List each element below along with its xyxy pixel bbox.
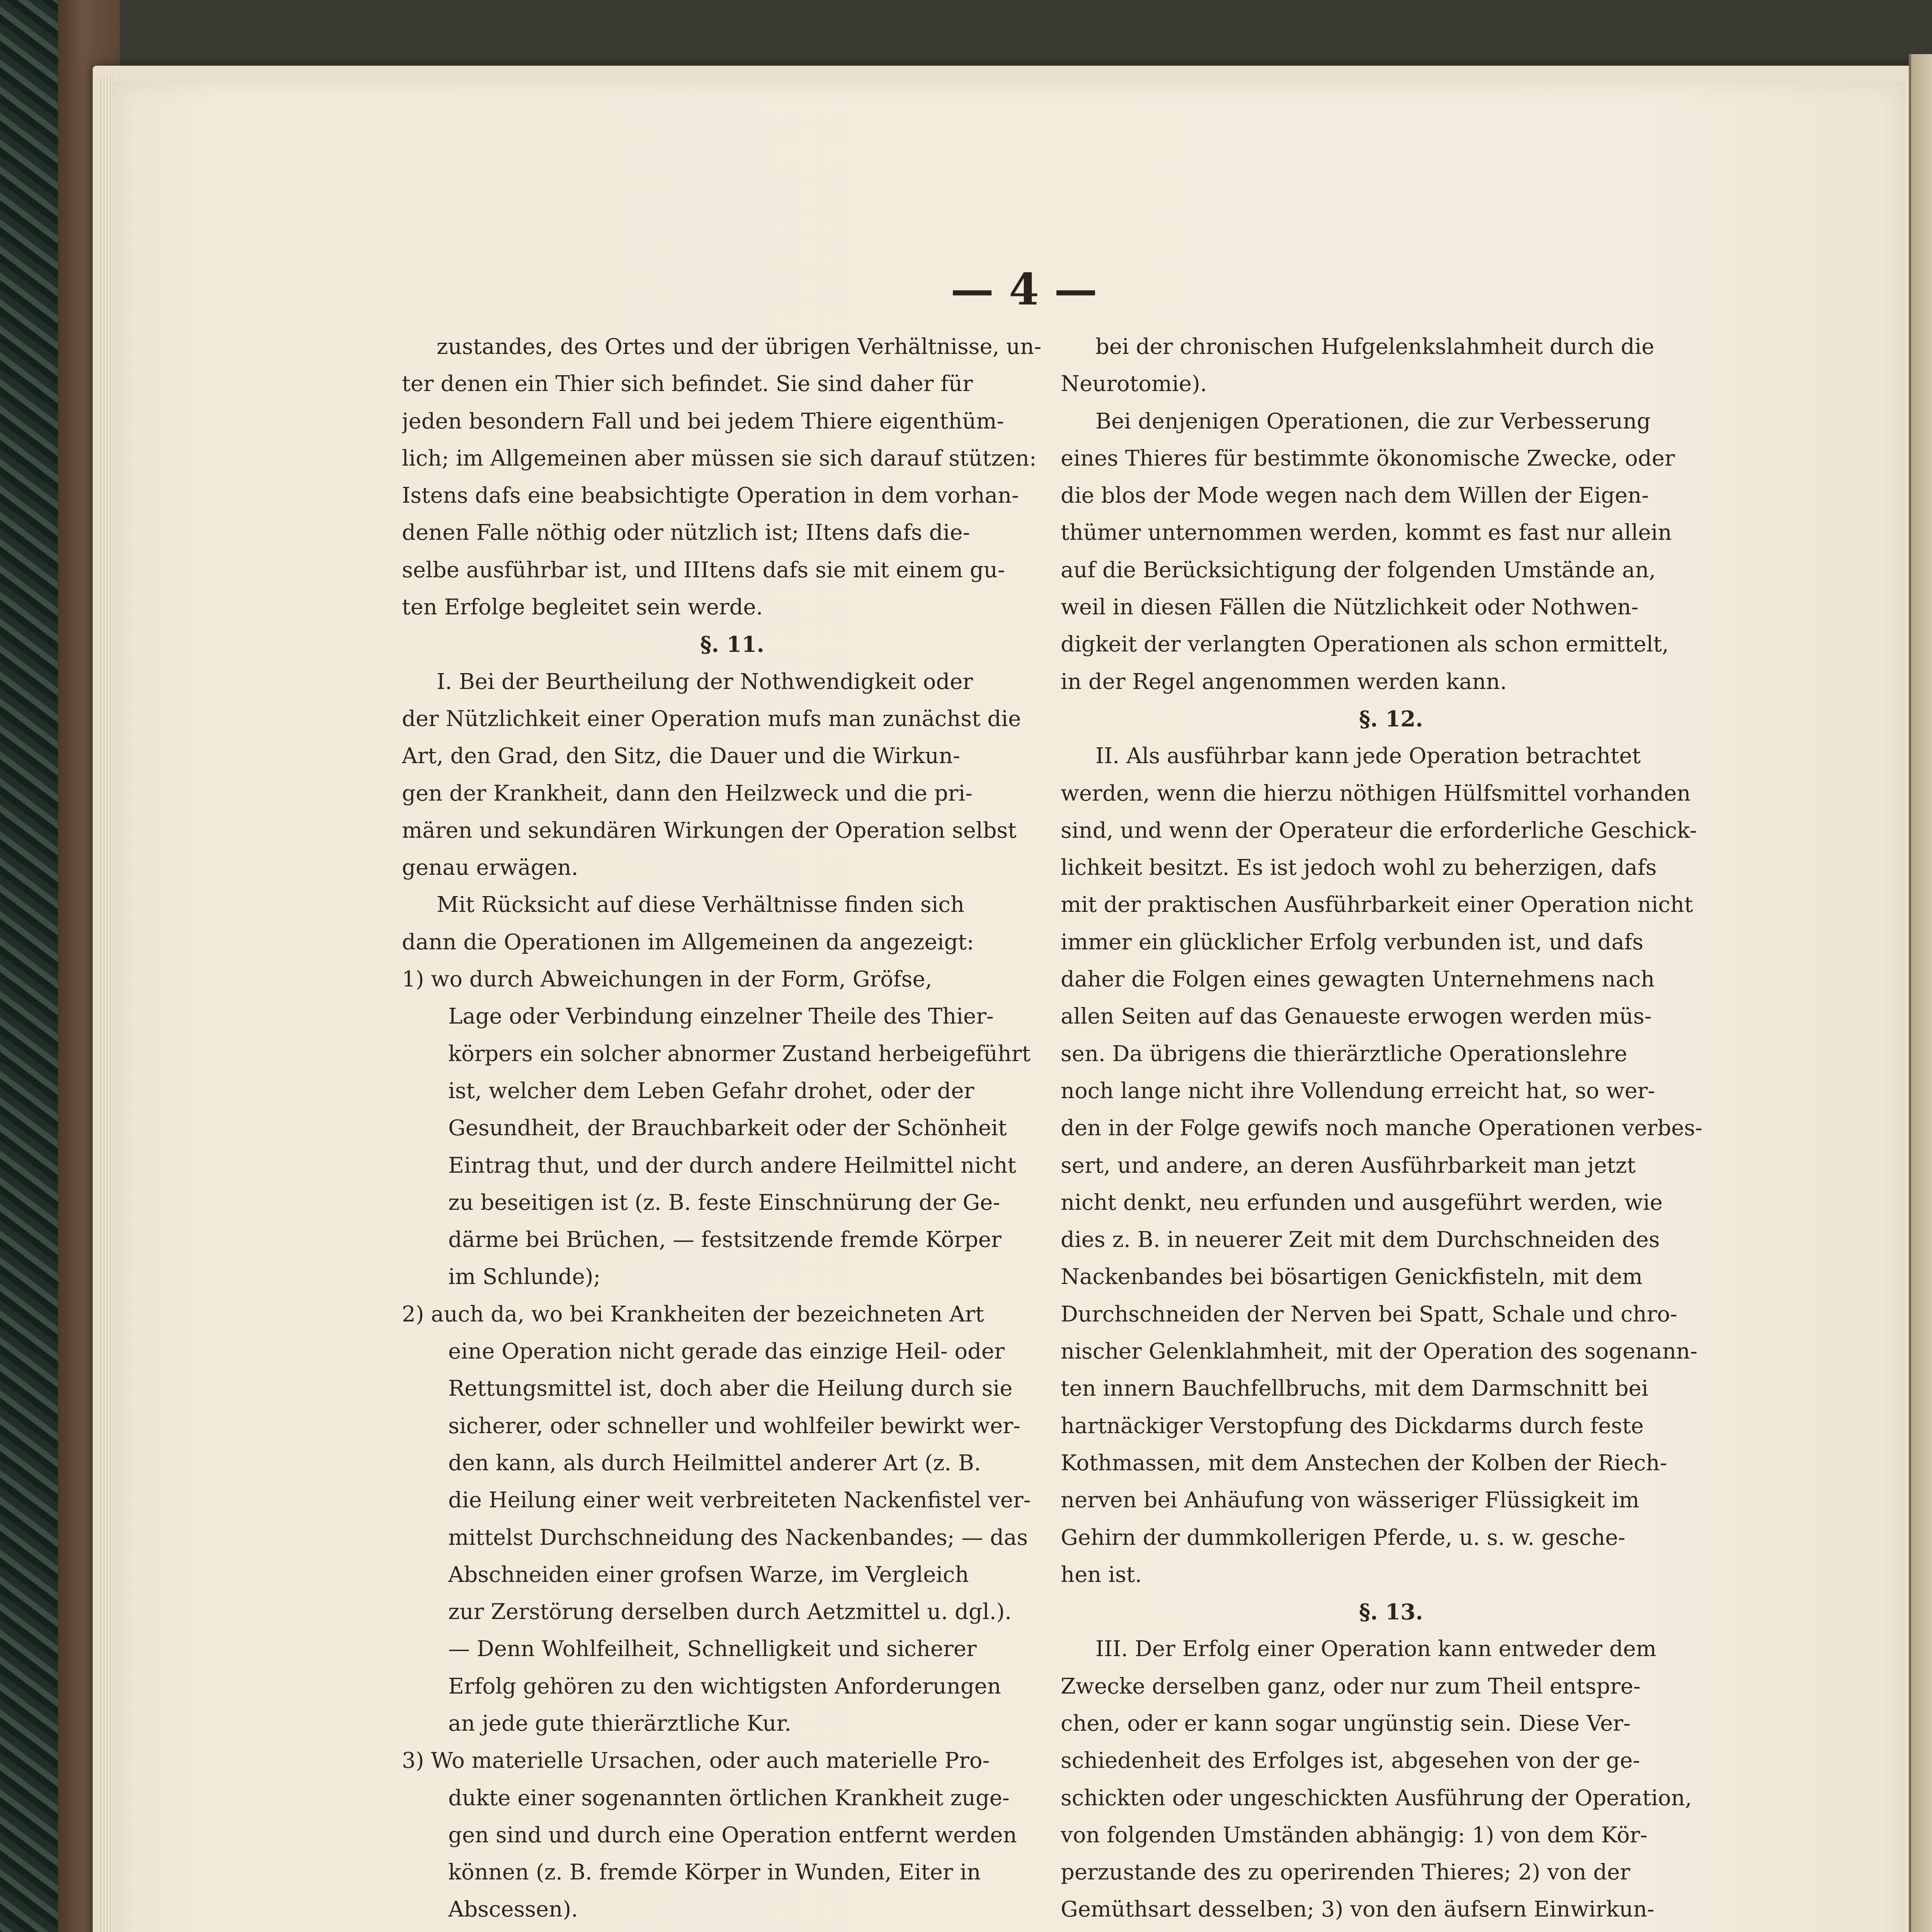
text-line: allen Seiten auf das Genaueste erwogen werden müs- <box>1061 1004 1652 1029</box>
text-line: können (z. B. fremde Körper in Wunden, Eiter in <box>448 1860 981 1885</box>
text-line: Kothmassen, mit dem Anstechen der Kolben der Riech- <box>1061 1450 1667 1476</box>
text-line: lich; im Allgemeinen aber müssen sie sich darauf stützen: <box>402 446 1037 471</box>
text-line: 3) Wo materielle Ursachen, oder auch materielle Pro- <box>402 1748 990 1774</box>
text-line: noch lange nicht ihre Vollendung erreicht hat, so wer- <box>1061 1078 1655 1104</box>
text-line: schickten oder ungeschickten Ausführung der Operation, <box>1061 1785 1692 1811</box>
text-line: ist, welcher dem Leben Gefahr drohet, oder der <box>448 1078 975 1104</box>
text-line: Rettungsmittel ist, doch aber die Heilung durch sie <box>448 1376 1013 1401</box>
text-line: Gehirn der dummkollerigen Pferde, u. s. w. gesche- <box>1061 1525 1626 1550</box>
page-number: — 4 — <box>951 264 1097 315</box>
paragraph-continued <box>1061 328 1721 403</box>
text-line: nicht denkt, neu erfunden und ausgeführt werden, wie <box>1061 1190 1663 1215</box>
paragraph-III <box>1061 1631 1721 1932</box>
text-line: daher die Folgen eines gewagten Unternehmens nach <box>1061 967 1655 992</box>
text-line: Nackenbandes bei bösartigen Genickfisteln, mit dem <box>1061 1264 1643 1290</box>
section-heading-12: §. 12. <box>1359 706 1423 732</box>
text-line: II. Als ausführbar kann jede Operation betrachtet <box>1095 743 1641 769</box>
text-line: I. Bei der Beurtheilung der Nothwendigkeit oder <box>437 669 973 694</box>
text-line: schiedenheit des Erfolges ist, abgesehen von der ge- <box>1061 1748 1640 1774</box>
text-line: von folgenden Umständen abhängig: 1) von dem Kör- <box>1061 1822 1648 1848</box>
text-line: Erfolg gehören zu den wichtigsten Anforderungen <box>448 1673 1001 1699</box>
list-item-1 <box>402 961 1063 1296</box>
list-item-2 <box>402 1296 1063 1743</box>
text-line: Mit Rücksicht auf diese Verhältnisse finden sich <box>437 892 964 918</box>
text-line: eines Thieres für bestimmte ökonomische Zwecke, oder <box>1061 446 1675 471</box>
text-line: selbe ausführbar ist, und IIItens dafs sie mit einem gu- <box>402 557 1005 583</box>
text-line: ten innern Bauchfellbruchs, mit dem Darmschnitt bei <box>1061 1376 1648 1401</box>
text-line: dies z. B. in neuerer Zeit mit dem Durchschneiden des <box>1061 1227 1660 1253</box>
text-line: 2) auch da, wo bei Krankheiten der bezeichneten Art <box>402 1301 984 1327</box>
list-item-4 <box>402 1929 1063 1932</box>
text-line: die blos der Mode wegen nach dem Willen der Eigen- <box>1061 483 1649 509</box>
text-line: die Heilung einer weit verbreiteten Nackenfistel ver- <box>448 1488 1031 1513</box>
text-line: gen der Krankheit, dann den Heilzweck und die pri- <box>402 781 973 806</box>
section-heading-11: §. 11. <box>700 632 764 658</box>
text-line: bei der chronischen Hufgelenkslahmheit durch die <box>1095 334 1655 359</box>
text-line: sen. Da übrigens die thierärztliche Operationslehre <box>1061 1041 1628 1066</box>
text-line: sert, und andere, an deren Ausführbarkeit man jetzt <box>1061 1153 1636 1178</box>
left-column <box>402 328 1063 1932</box>
text-line: Art, den Grad, den Sitz, die Dauer und die Wirkun- <box>402 743 960 769</box>
text-line: der Nützlichkeit einer Operation mufs man zunächst die <box>402 706 1021 731</box>
text-line: zur Zerstörung derselben durch Aetzmittel u. dgl.). <box>448 1599 1012 1625</box>
text-line: Gemüthsart desselben; 3) von den äufsern Einwirkun- <box>1061 1897 1655 1922</box>
text-line: Gesundheit, der Brauchbarkeit oder der Schönheit <box>448 1116 1007 1141</box>
text-line: in der Regel angenommen werden kann. <box>1061 669 1507 694</box>
text-line: digkeit der verlangten Operationen als schon ermittelt, <box>1061 632 1669 657</box>
text-line: an jede gute thierärztliche Kur. <box>448 1711 791 1736</box>
text-line: immer ein glücklicher Erfolg verbunden ist, und dafs <box>1061 929 1644 955</box>
text-line: därme bei Brüchen, — festsitzende fremde Körper <box>448 1227 1002 1253</box>
text-line: werden, wenn die hierzu nöthigen Hülfsmittel vorhanden <box>1061 781 1691 806</box>
text-line: genau erwägen. <box>402 855 578 881</box>
list-item-3 <box>402 1742 1063 1928</box>
text-line: eine Operation nicht gerade das einzige Heil- oder <box>448 1339 1005 1364</box>
paragraph-I <box>402 663 1063 887</box>
text-line: perzustande des zu operirenden Thieres; 2) von der <box>1061 1860 1630 1885</box>
paragraph-intro <box>402 328 1063 626</box>
text-line: Bei denjenigen Operationen, die zur Verbesserung <box>1095 408 1651 434</box>
text-line: chen, oder er kann sogar ungünstig sein. Diese Ver- <box>1061 1711 1631 1736</box>
text-line: Eintrag thut, und der durch andere Heilmittel nicht <box>448 1153 1016 1178</box>
text-line <box>402 1929 1063 1932</box>
text-line: gen sind und durch eine Operation entfernt werden <box>448 1822 1017 1848</box>
paragraph-mit-ruecksicht <box>402 886 1063 961</box>
text-line: auf die Berücksichtigung der folgenden Umstände an, <box>1061 557 1656 583</box>
text-line: zu beseitigen ist (z. B. feste Einschnürung der Ge- <box>448 1190 1000 1215</box>
text-line: dann die Operationen im Allgemeinen da angezeigt: <box>402 929 974 955</box>
text-line: Zwecke derselben ganz, oder nur zum Theil entspre- <box>1061 1673 1641 1699</box>
text-line <box>1061 1929 1721 1932</box>
text-line: dukte einer sogenannten örtlichen Krankheit zuge- <box>448 1785 1010 1811</box>
text-line: mit der praktischen Ausführbarkeit einer Operation nicht <box>1061 892 1693 918</box>
text-line: Abscessen). <box>448 1897 578 1922</box>
text-line: körpers ein solcher abnormer Zustand herbeigeführt <box>448 1041 1031 1066</box>
facing-page-edge <box>1909 54 1932 1932</box>
text-line: thümer unternommen werden, kommt es fast nur allein <box>1061 520 1672 546</box>
text-line: weil in diesen Fällen die Nützlichkeit oder Nothwen- <box>1061 595 1639 620</box>
text-line: ten Erfolge begleitet sein werde. <box>402 595 763 620</box>
text-line: hen ist. <box>1061 1562 1142 1587</box>
text-line: lichkeit besitzt. Es ist jedoch wohl zu beherzigen, dafs <box>1061 855 1657 881</box>
text-line: zustandes, des Ortes und der übrigen Verhältnisse, un- <box>437 334 1042 359</box>
text-line: sind, und wenn der Operateur die erforderliche Geschick- <box>1061 818 1697 843</box>
text-line: Istens dafs eine beabsichtigte Operation in dem vorhan- <box>402 483 1019 509</box>
text-line: den kann, als durch Heilmittel anderer Art (z. B. <box>448 1450 981 1476</box>
text-line: denen Falle nöthig oder nützlich ist; IItens dafs die- <box>402 520 970 546</box>
text-line: nischer Gelenklahmheit, mit der Operation des sogenann- <box>1061 1339 1697 1364</box>
text-line: nerven bei Anhäufung von wässeriger Flüssigkeit im <box>1061 1488 1639 1513</box>
text-line: jeden besondern Fall und bei jedem Thiere eigenthüm- <box>402 408 1004 434</box>
text-line: sicherer, oder schneller und wohlfeiler bewirkt wer- <box>448 1413 1020 1439</box>
text-line: mittelst Durchschneidung des Nackenbandes; — das <box>448 1525 1028 1550</box>
text-line: Durchschneiden der Nerven bei Spatt, Schale und chro- <box>1061 1301 1677 1327</box>
text-line: III. Der Erfolg einer Operation kann entweder dem <box>1095 1636 1656 1662</box>
text-line: hartnäckiger Verstopfung des Dickdarms durch feste <box>1061 1413 1644 1439</box>
text-line: Neurotomie). <box>1061 371 1207 397</box>
paragraph-II <box>1061 738 1721 1594</box>
text-line: Abschneiden einer grofsen Warze, im Vergleich <box>448 1562 969 1587</box>
text-line: im Schlunde); <box>448 1264 601 1290</box>
text-line: — Denn Wohlfeilheit, Schnelligkeit und sicherer <box>448 1636 977 1662</box>
right-column <box>1061 328 1721 1932</box>
text-line: Lage oder Verbindung einzelner Theile des Thier- <box>448 1004 994 1029</box>
section-heading-13: §. 13. <box>1359 1599 1423 1625</box>
text-line: 1) wo durch Abweichungen in der Form, Gröfse, <box>402 967 932 992</box>
text-line: den in der Folge gewifs noch manche Operationen verbes- <box>1061 1116 1702 1141</box>
text-line: mären und sekundären Wirkungen der Operation selbst <box>402 818 1017 843</box>
paragraph-bei-denjenigen <box>1061 403 1721 701</box>
text-line: ter denen ein Thier sich befindet. Sie sind daher für <box>402 371 973 397</box>
